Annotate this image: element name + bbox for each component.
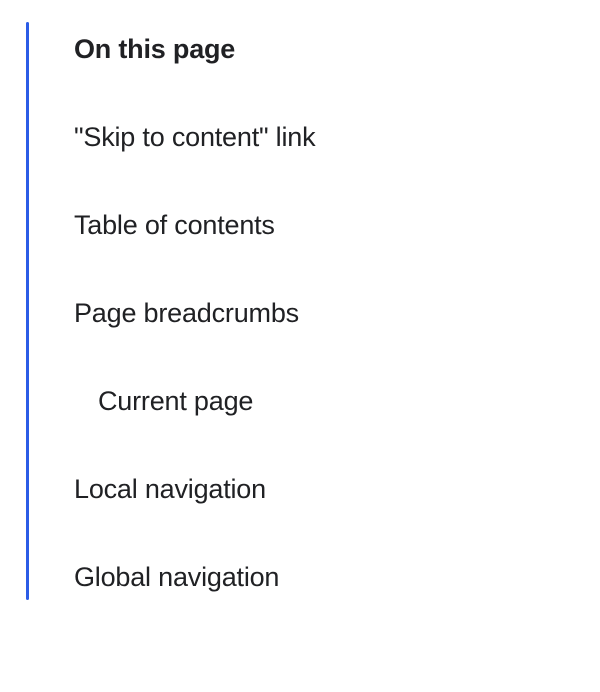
toc-link-page-breadcrumbs[interactable]: Page breadcrumbs — [74, 298, 299, 328]
toc-link-current-page[interactable]: Current page — [98, 386, 254, 416]
toc-accent-rail — [26, 22, 29, 600]
toc-link-global-navigation[interactable]: Global navigation — [74, 562, 280, 592]
toc-link-local-navigation[interactable]: Local navigation — [74, 474, 266, 504]
toc-link-skip-to-content[interactable]: "Skip to content" link — [74, 122, 316, 152]
toc-heading: On this page — [74, 34, 236, 64]
toc-link-table-of-contents[interactable]: Table of contents — [74, 210, 275, 240]
